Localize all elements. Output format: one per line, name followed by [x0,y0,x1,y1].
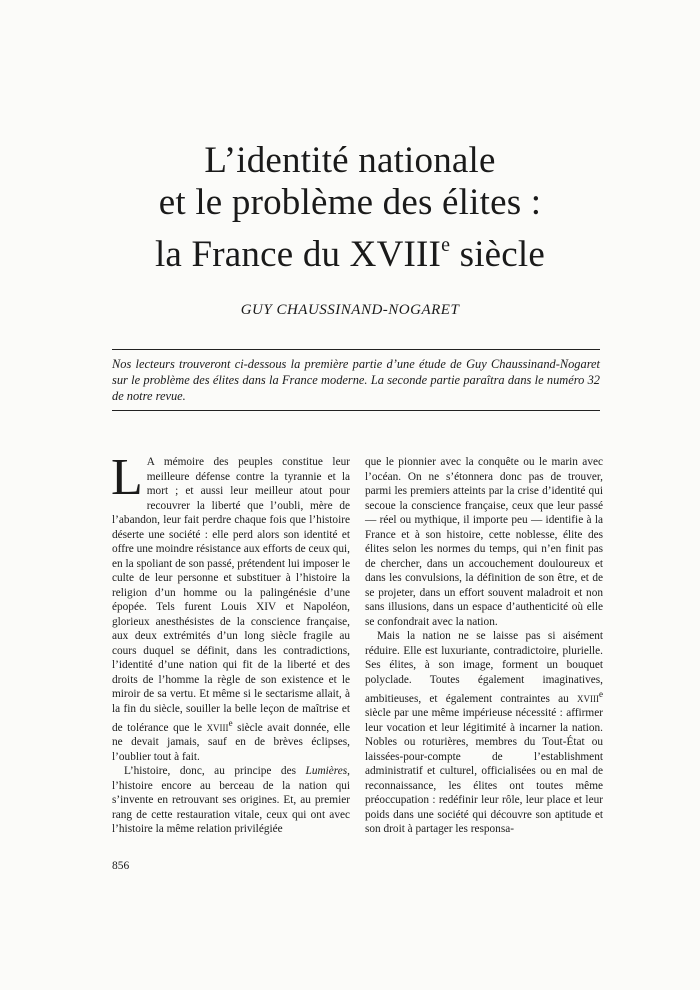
author-name: GUY CHAUSSINAND-NOGARET [240,302,460,318]
century-small-caps: XVIII [577,693,599,704]
right-column [365,455,603,837]
paragraph-2-text: L’histoire, donc, au principe des [124,765,306,778]
century-superscript: e [228,718,233,728]
paragraph-1-text: A mémoire des peuples constitue leur meilleure défense contre la tyrannie et la mort ; et aussi leur meilleur atout pour recouvrer la liberté que l’oubli, mère de l’abandon, leur fait perdre chaque fois que l’histoire déserte une société : elle perd alors son identité et offre une moindre résistance aux efforts de ceux qui, en la spoliant de son passé, prétendent lui imposer le culte de leur personne et substituer à l’histoire la religion d’un homme ou la palingénésie d’une épopée. Tels furent Louis XIV et Napoléon, glorieux anesthésistes de la conscience française, aux deux extrémités d’un long siècle fragile au cours duquel se définit, dans les contradictions, l’identité d’une nation qui fit de la liberté et des droits de l’homme la règle de son existence et le miroir de sa vertu. Et même si le sectarisme allait, à la fin du siècle, souiller la belle leçon de maîtrise et de tolérance que le [112,456,350,734]
lumieres-term: Lumières [305,765,348,778]
left-column [111,449,351,837]
title-superscript: e [441,234,451,256]
paragraph-3: que le pionnier avec la conquête ou le marin avec l’océan. On ne s’étonnera donc pas de trouver, parmi les premiers atteints par la crise d’identité qui secoue la conscience française, ceux que leur passé — réel ou mythique, il importe peu — identifie à la France et à son histoire, cette noblesse, élite des élites selon les normes du temps, qui n’en finit pas de chercher, dans un accouchement douloureux et dans les convulsions, la définition de son être, et de se projeter, dans un effort souvent maladroit et non sans illusions, dans un espace d’authenticité où elle se confondrait avec la nation. [365,456,603,628]
title-line-3-end: siècle [450,234,546,275]
article-title [60,140,640,276]
paragraph-1 [111,449,351,764]
century-superscript: e [599,689,603,699]
century-small-caps: XVIII [206,722,229,733]
paragraph-4-end: siècle par une même impérieuse nécessité : affirmer leur vocation et leur légitimité à incarner la nation. Nobles ou roturières, membres du Tout-État ou laissées-pour-compte de l’establishment administratif et culturel, officialisées ou en mal de reconnaissance, les élites ont toutes même préoccupation : redéfinir leur rôle, leur place et leur poids dans une société qui découvre son aptitude et son droit à partager les responsa- [365,707,603,836]
paragraph-4-text: Mais la nation ne se laisse pas si aisément réduire. Elle est luxuriante, contradictoire, plurielle. Ses élites, à son image, forment un bouquet polyclade. Toutes également imaginatives, ambitieuses, et également contraintes au [365,630,603,705]
title-line-1: L’identité nationale [204,140,496,181]
title-line-3-main: la France du XVIII [154,234,442,275]
title-line-2: et le problème des élites : [158,182,542,223]
paragraph-2-end: , l’histoire encore au berceau de la nation qui s’invente en retrouvant ses origines. Et, au premier rang de cette restauration vitale, ceux qui ont avec l’histoire la même relation privilégiée [112,765,350,836]
drop-cap: L [111,449,143,506]
abstract-top-rule [112,349,600,350]
page-number: 856 [112,860,130,872]
paragraph-2 [112,764,350,837]
abstract-bottom-rule [112,410,600,411]
paragraph-4 [365,629,603,837]
title-line-3 [60,224,640,276]
paragraph-1-end: siècle avait donnée, elle ne devait jamais, sauf en de brèves éclipses, l’oublier tout à fait. [112,721,351,763]
editorial-abstract: Nos lecteurs trouveront ci-dessous la première partie d’une étude de Guy Chaussinand-Nogaret sur le problème des élites dans la France moderne. La seconde partie paraîtra dans le numéro 32 de notre revue. [112,357,600,403]
